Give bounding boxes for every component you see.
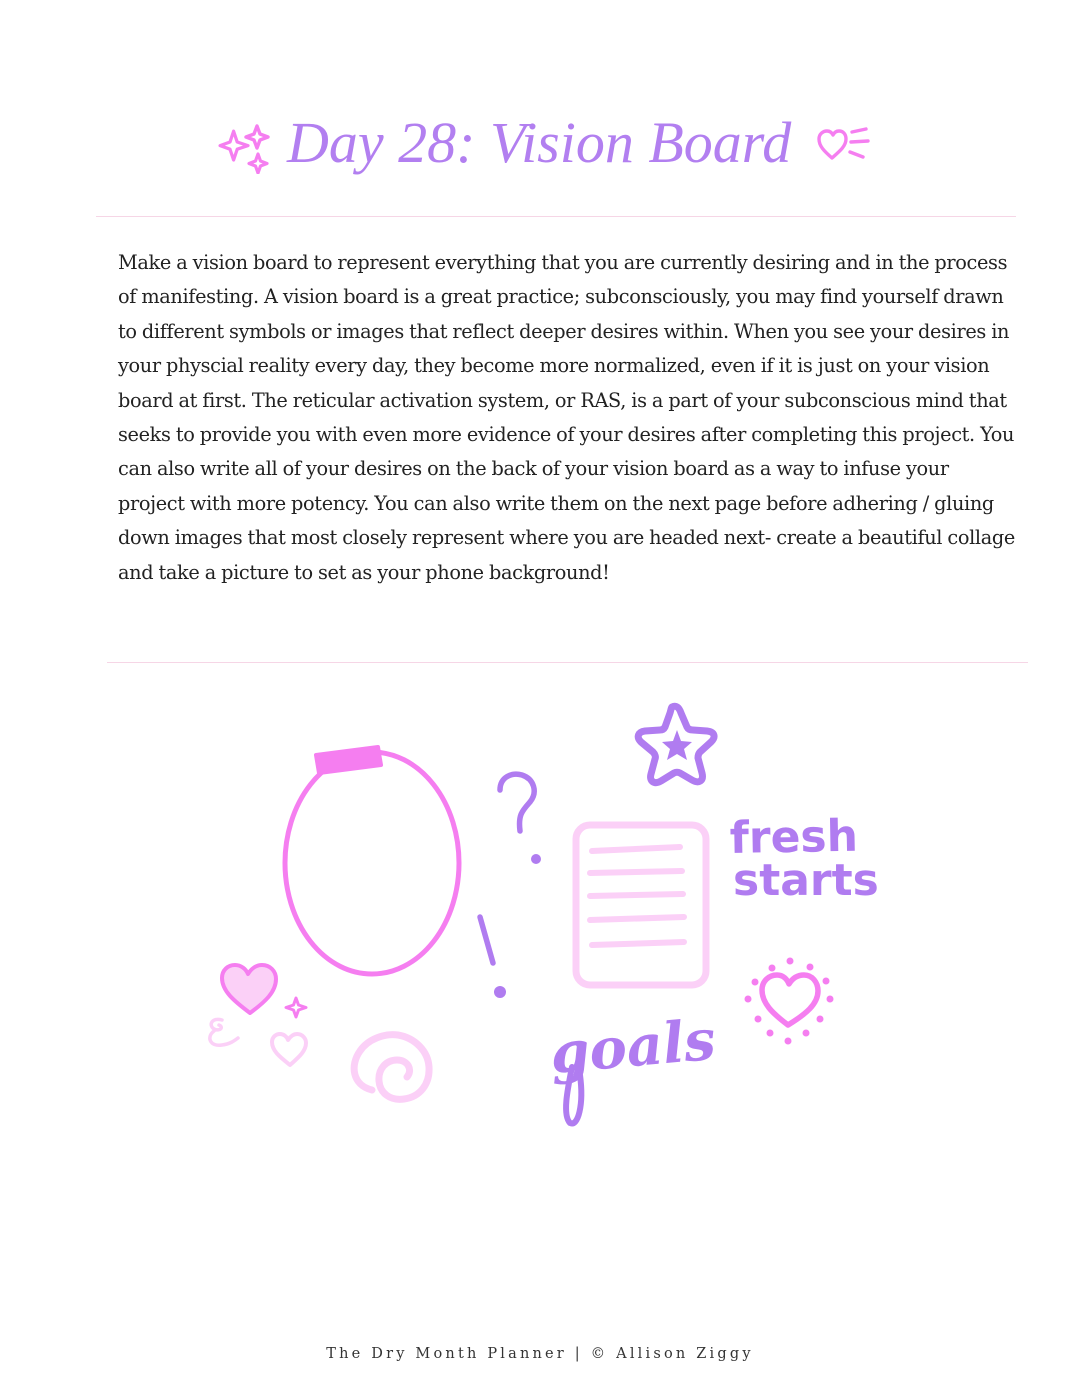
page-title: Day 28: Vision Board xyxy=(287,110,792,175)
svg-text:fresh: fresh xyxy=(729,810,859,864)
goals-text xyxy=(547,1007,718,1124)
footer-credit: The Dry Month Planner | © Allison Ziggy xyxy=(326,1346,754,1362)
spiral-icon xyxy=(354,1035,429,1100)
vision-board-illustration xyxy=(200,695,880,1135)
sparkle-icon xyxy=(217,124,273,174)
bottom-divider xyxy=(107,662,1028,663)
magnifier-frame-icon xyxy=(285,747,459,974)
svg-text:goals: goals xyxy=(547,1006,719,1087)
fresh-starts-text xyxy=(729,811,879,906)
question-mark-icon xyxy=(500,774,541,864)
exclamation-mark-icon xyxy=(480,917,506,998)
svg-text:starts: starts xyxy=(733,855,879,906)
star-icon xyxy=(638,706,714,782)
heart-cluster-icon xyxy=(210,965,306,1065)
heart-icon xyxy=(816,124,872,170)
top-divider xyxy=(96,216,1016,217)
title-row xyxy=(0,104,1080,184)
glowing-heart-icon xyxy=(745,958,834,1045)
body-paragraph: Make a vision board to represent everything that you are currently desiring and in the process of manifesting. A vision board is a great practice; subconsciously, you may find yourself drawn to different symbols or images that reflect deeper desires within. When you see your desires in your physcial reality every day, they become more normalized, even if it is just on your vision board at first. The reticular activation system, or RAS, is a part of your subconscious mind that seeks to provide you with even more evidence of your desires after completing this project. You can also write all of your desires on the back of your vision board as a way to infuse your project with more potency. You can also write them on the next page before adhering / gluing down images that most closely represent where you are headed next- create a beautiful collage and take a picture to set as your phone background! xyxy=(118,251,1015,584)
notepad-icon xyxy=(576,825,706,985)
